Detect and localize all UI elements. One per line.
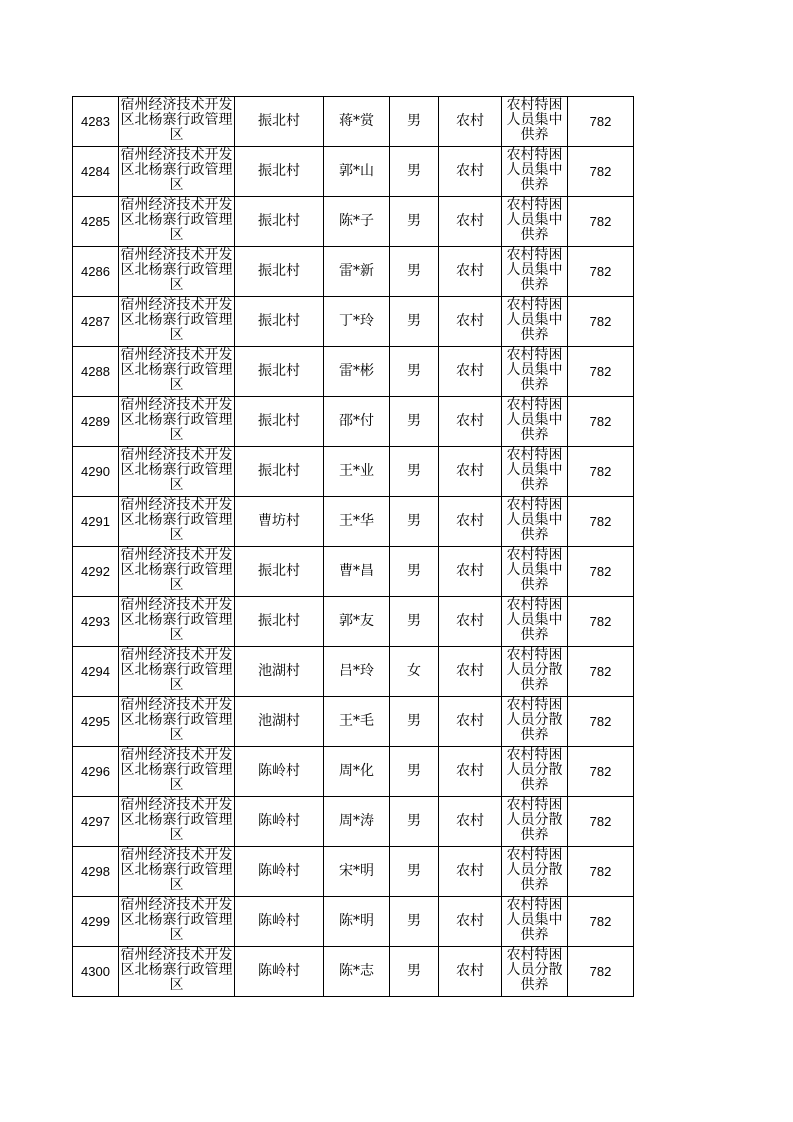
person-name-cell: 周*涛 — [324, 797, 390, 847]
district-cell-text: 宿州经济技术开发区北杨寨行政管理区 — [120, 347, 233, 393]
row-number-cell: 4295 — [73, 697, 119, 747]
district-cell — [119, 147, 235, 197]
person-name-cell: 曹*昌 — [324, 547, 390, 597]
area-type-cell: 农村 — [439, 647, 502, 697]
row-number-cell: 4287 — [73, 297, 119, 347]
amount-cell: 782 — [568, 747, 634, 797]
area-type-cell: 农村 — [439, 497, 502, 547]
gender-cell: 男 — [390, 747, 439, 797]
village-cell: 振北村 — [235, 297, 324, 347]
amount-cell: 782 — [568, 447, 634, 497]
amount-cell: 782 — [568, 797, 634, 847]
amount-cell: 782 — [568, 247, 634, 297]
amount-cell: 782 — [568, 847, 634, 897]
row-number-cell: 4297 — [73, 797, 119, 847]
row-number-cell: 4289 — [73, 397, 119, 447]
table-row — [73, 97, 634, 147]
person-name-cell: 王*业 — [324, 447, 390, 497]
support-category-cell — [502, 547, 568, 597]
gender-cell: 男 — [390, 597, 439, 647]
village-cell: 陈岭村 — [235, 947, 324, 997]
support-category-cell — [502, 497, 568, 547]
table-row — [73, 947, 634, 997]
area-type-cell: 农村 — [439, 397, 502, 447]
district-cell — [119, 497, 235, 547]
support-category-cell — [502, 797, 568, 847]
support-category-cell — [502, 297, 568, 347]
person-name-cell: 郭*山 — [324, 147, 390, 197]
gender-cell: 男 — [390, 197, 439, 247]
person-name-cell: 邵*付 — [324, 397, 390, 447]
district-cell — [119, 397, 235, 447]
amount-cell: 782 — [568, 897, 634, 947]
support-category-cell — [502, 397, 568, 447]
support-category-cell-text: 农村特困人员集中供养 — [506, 447, 563, 493]
village-cell: 振北村 — [235, 147, 324, 197]
person-name-cell: 陈*明 — [324, 897, 390, 947]
support-category-cell-text: 农村特困人员分散供养 — [506, 647, 563, 693]
area-type-cell: 农村 — [439, 297, 502, 347]
amount-cell: 782 — [568, 397, 634, 447]
area-type-cell: 农村 — [439, 797, 502, 847]
village-cell: 振北村 — [235, 247, 324, 297]
table-row — [73, 847, 634, 897]
table-row — [73, 697, 634, 747]
village-cell: 振北村 — [235, 397, 324, 447]
person-name-cell: 蒋*赏 — [324, 97, 390, 147]
gender-cell: 男 — [390, 947, 439, 997]
table-row — [73, 297, 634, 347]
district-cell-text: 宿州经济技术开发区北杨寨行政管理区 — [120, 247, 233, 293]
district-cell-text: 宿州经济技术开发区北杨寨行政管理区 — [120, 147, 233, 193]
district-cell — [119, 847, 235, 897]
support-category-cell-text: 农村特困人员集中供养 — [506, 347, 563, 393]
support-category-cell-text: 农村特困人员分散供养 — [506, 697, 563, 743]
table-row — [73, 747, 634, 797]
person-name-cell: 宋*明 — [324, 847, 390, 897]
row-number-cell: 4300 — [73, 947, 119, 997]
support-category-cell-text: 农村特困人员集中供养 — [506, 297, 563, 343]
support-category-cell-text: 农村特困人员集中供养 — [506, 897, 563, 943]
district-cell — [119, 897, 235, 947]
support-category-cell — [502, 197, 568, 247]
district-cell-text: 宿州经济技术开发区北杨寨行政管理区 — [120, 897, 233, 943]
table-row — [73, 897, 634, 947]
gender-cell: 男 — [390, 147, 439, 197]
table-row — [73, 447, 634, 497]
support-category-cell-text: 农村特困人员集中供养 — [506, 497, 563, 543]
district-cell — [119, 747, 235, 797]
district-cell-text: 宿州经济技术开发区北杨寨行政管理区 — [120, 97, 233, 143]
support-category-cell-text: 农村特困人员集中供养 — [506, 247, 563, 293]
district-cell-text: 宿州经济技术开发区北杨寨行政管理区 — [120, 647, 233, 693]
area-type-cell: 农村 — [439, 547, 502, 597]
amount-cell: 782 — [568, 147, 634, 197]
district-cell-text: 宿州经济技术开发区北杨寨行政管理区 — [120, 597, 233, 643]
row-number-cell: 4292 — [73, 547, 119, 597]
gender-cell: 女 — [390, 647, 439, 697]
support-category-cell — [502, 247, 568, 297]
support-category-cell — [502, 147, 568, 197]
gender-cell: 男 — [390, 797, 439, 847]
area-type-cell: 农村 — [439, 247, 502, 297]
area-type-cell: 农村 — [439, 197, 502, 247]
amount-cell: 782 — [568, 647, 634, 697]
district-cell — [119, 647, 235, 697]
village-cell: 陈岭村 — [235, 847, 324, 897]
district-cell — [119, 597, 235, 647]
gender-cell: 男 — [390, 97, 439, 147]
support-category-cell — [502, 847, 568, 897]
district-cell-text: 宿州经济技术开发区北杨寨行政管理区 — [120, 297, 233, 343]
amount-cell: 782 — [568, 697, 634, 747]
gender-cell: 男 — [390, 847, 439, 897]
village-cell: 池湖村 — [235, 647, 324, 697]
support-category-cell-text: 农村特困人员集中供养 — [506, 547, 563, 593]
amount-cell: 782 — [568, 297, 634, 347]
district-cell — [119, 697, 235, 747]
row-number-cell: 4286 — [73, 247, 119, 297]
row-number-cell: 4293 — [73, 597, 119, 647]
row-number-cell: 4283 — [73, 97, 119, 147]
area-type-cell: 农村 — [439, 447, 502, 497]
district-cell-text: 宿州经济技术开发区北杨寨行政管理区 — [120, 797, 233, 843]
village-cell: 陈岭村 — [235, 747, 324, 797]
village-cell: 振北村 — [235, 347, 324, 397]
village-cell: 振北村 — [235, 547, 324, 597]
support-category-cell-text: 农村特困人员集中供养 — [506, 397, 563, 443]
person-name-cell: 周*化 — [324, 747, 390, 797]
village-cell: 陈岭村 — [235, 897, 324, 947]
person-name-cell: 郭*友 — [324, 597, 390, 647]
district-cell — [119, 547, 235, 597]
area-type-cell: 农村 — [439, 847, 502, 897]
support-category-cell-text: 农村特困人员分散供养 — [506, 847, 563, 893]
village-cell: 曹坊村 — [235, 497, 324, 547]
gender-cell: 男 — [390, 697, 439, 747]
village-cell: 振北村 — [235, 447, 324, 497]
person-name-cell: 陈*子 — [324, 197, 390, 247]
table-row — [73, 547, 634, 597]
table-row — [73, 197, 634, 247]
area-type-cell: 农村 — [439, 147, 502, 197]
amount-cell: 782 — [568, 947, 634, 997]
gender-cell: 男 — [390, 547, 439, 597]
support-category-cell — [502, 947, 568, 997]
district-cell-text: 宿州经济技术开发区北杨寨行政管理区 — [120, 447, 233, 493]
table-row — [73, 597, 634, 647]
support-category-cell-text: 农村特困人员集中供养 — [506, 147, 563, 193]
village-cell: 振北村 — [235, 597, 324, 647]
support-category-cell-text: 农村特困人员分散供养 — [506, 747, 563, 793]
amount-cell: 782 — [568, 597, 634, 647]
village-cell: 池湖村 — [235, 697, 324, 747]
village-cell: 振北村 — [235, 197, 324, 247]
row-number-cell: 4285 — [73, 197, 119, 247]
support-category-cell-text: 农村特困人员分散供养 — [506, 947, 563, 993]
gender-cell: 男 — [390, 897, 439, 947]
table-row — [73, 797, 634, 847]
support-category-cell — [502, 597, 568, 647]
gender-cell: 男 — [390, 347, 439, 397]
district-cell-text: 宿州经济技术开发区北杨寨行政管理区 — [120, 547, 233, 593]
support-category-cell — [502, 347, 568, 397]
district-cell-text: 宿州经济技术开发区北杨寨行政管理区 — [120, 847, 233, 893]
area-type-cell: 农村 — [439, 347, 502, 397]
district-cell — [119, 347, 235, 397]
support-category-cell — [502, 647, 568, 697]
amount-cell: 782 — [568, 97, 634, 147]
gender-cell: 男 — [390, 497, 439, 547]
support-category-cell — [502, 897, 568, 947]
support-category-cell — [502, 697, 568, 747]
district-cell — [119, 797, 235, 847]
district-cell-text: 宿州经济技术开发区北杨寨行政管理区 — [120, 497, 233, 543]
table-row — [73, 247, 634, 297]
row-number-cell: 4290 — [73, 447, 119, 497]
area-type-cell: 农村 — [439, 747, 502, 797]
person-name-cell: 丁*玲 — [324, 297, 390, 347]
amount-cell: 782 — [568, 497, 634, 547]
district-cell — [119, 447, 235, 497]
village-cell: 陈岭村 — [235, 797, 324, 847]
row-number-cell: 4284 — [73, 147, 119, 197]
row-number-cell: 4296 — [73, 747, 119, 797]
row-number-cell: 4288 — [73, 347, 119, 397]
row-number-cell: 4291 — [73, 497, 119, 547]
row-number-cell: 4294 — [73, 647, 119, 697]
beneficiary-table — [72, 96, 634, 997]
person-name-cell: 吕*玲 — [324, 647, 390, 697]
area-type-cell: 农村 — [439, 897, 502, 947]
row-number-cell: 4298 — [73, 847, 119, 897]
gender-cell: 男 — [390, 247, 439, 297]
amount-cell: 782 — [568, 347, 634, 397]
district-cell-text: 宿州经济技术开发区北杨寨行政管理区 — [120, 747, 233, 793]
district-cell — [119, 947, 235, 997]
gender-cell: 男 — [390, 447, 439, 497]
person-name-cell: 陈*志 — [324, 947, 390, 997]
area-type-cell: 农村 — [439, 597, 502, 647]
table-row — [73, 397, 634, 447]
table-row — [73, 647, 634, 697]
support-category-cell-text: 农村特困人员集中供养 — [506, 97, 563, 143]
area-type-cell: 农村 — [439, 697, 502, 747]
gender-cell: 男 — [390, 397, 439, 447]
row-number-cell: 4299 — [73, 897, 119, 947]
village-cell: 振北村 — [235, 97, 324, 147]
table-row — [73, 497, 634, 547]
area-type-cell: 农村 — [439, 97, 502, 147]
district-cell-text: 宿州经济技术开发区北杨寨行政管理区 — [120, 947, 233, 993]
person-name-cell: 王*毛 — [324, 697, 390, 747]
support-category-cell — [502, 447, 568, 497]
table-row — [73, 347, 634, 397]
district-cell — [119, 297, 235, 347]
amount-cell: 782 — [568, 197, 634, 247]
support-category-cell — [502, 97, 568, 147]
area-type-cell: 农村 — [439, 947, 502, 997]
district-cell — [119, 197, 235, 247]
support-category-cell — [502, 747, 568, 797]
gender-cell: 男 — [390, 297, 439, 347]
person-name-cell: 雷*新 — [324, 247, 390, 297]
support-category-cell-text: 农村特困人员分散供养 — [506, 797, 563, 843]
amount-cell: 782 — [568, 547, 634, 597]
support-category-cell-text: 农村特困人员集中供养 — [506, 597, 563, 643]
district-cell-text: 宿州经济技术开发区北杨寨行政管理区 — [120, 397, 233, 443]
district-cell — [119, 247, 235, 297]
district-cell-text: 宿州经济技术开发区北杨寨行政管理区 — [120, 197, 233, 243]
person-name-cell: 雷*彬 — [324, 347, 390, 397]
table-row — [73, 147, 634, 197]
person-name-cell: 王*华 — [324, 497, 390, 547]
support-category-cell-text: 农村特困人员集中供养 — [506, 197, 563, 243]
district-cell — [119, 97, 235, 147]
district-cell-text: 宿州经济技术开发区北杨寨行政管理区 — [120, 697, 233, 743]
